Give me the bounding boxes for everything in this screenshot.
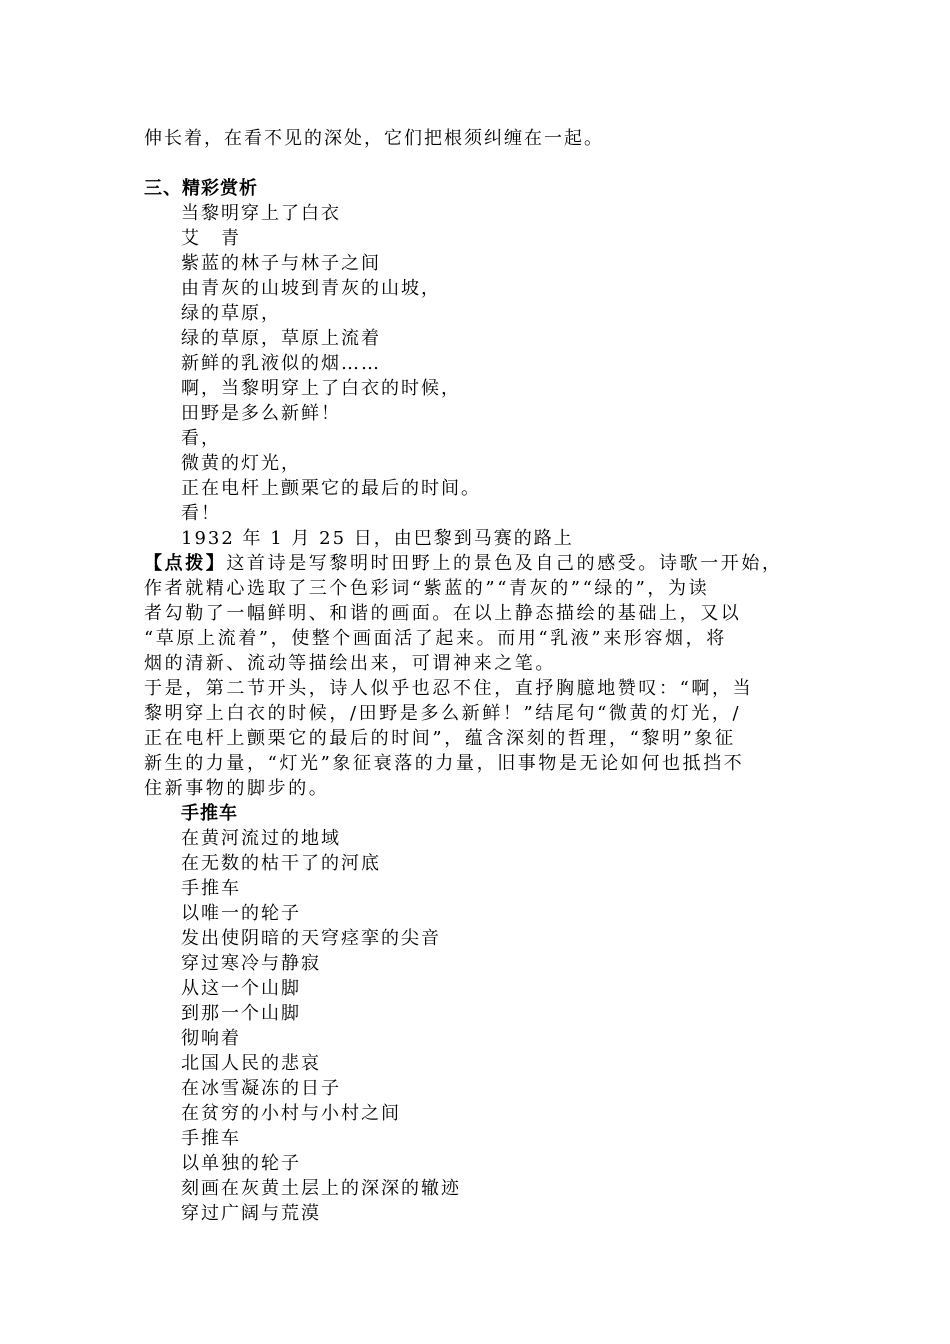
poem1-line: 由青灰的山坡到青灰的山坡， xyxy=(181,278,441,299)
poem2-line: 彻响着 xyxy=(181,1028,241,1049)
poem1-line: 看！ xyxy=(181,503,221,524)
analysis-tag: 【点拨】 xyxy=(144,553,227,574)
poem2-title: 手推车 xyxy=(181,803,238,824)
poem2-line: 穿过广阔与荒漠 xyxy=(181,1203,321,1224)
poem1-line: 田野是多么新鲜！ xyxy=(181,403,341,424)
poem2-line: 在无数的枯干了的河底 xyxy=(181,853,381,874)
analysis-line: 于是，第二节开头，诗人似乎也忍不住，直抒胸臆地赞叹：“啊，当 xyxy=(144,678,754,699)
poem1-title: 当黎明穿上了白衣 xyxy=(181,203,341,224)
analysis-line: 作者就精心选取了三个色彩词“紫蓝的”“青灰的”“绿的”，为读 xyxy=(144,578,710,599)
poem2-line: 发出使阴暗的天穹痉挛的尖音 xyxy=(181,928,441,949)
poem1-line: 新鲜的乳液似的烟…… xyxy=(181,353,381,374)
poem2-line: 从这一个山脚 xyxy=(181,978,301,999)
poem1-line: 绿的草原， xyxy=(181,303,281,324)
poem1-line: 啊，当黎明穿上了白衣的时候， xyxy=(181,378,461,399)
poem2-line: 以单独的轮子 xyxy=(181,1153,301,1174)
poem2-line: 手推车 xyxy=(181,878,241,899)
analysis-text: 这首诗是写黎明时田野上的景色及自己的感受。诗歌一开始， xyxy=(226,553,783,574)
analysis-line: 黎明穿上白衣的时候，/田野是多么新鲜！”结尾句“微黄的灯光，/ xyxy=(144,703,742,724)
poem1-line: 紫蓝的林子与林子之间 xyxy=(181,253,381,274)
analysis-line: “草原上流着”，使整个画面活了起来。而用“乳液”来形容烟，将 xyxy=(144,628,727,649)
poem2-line: 到那一个山脚 xyxy=(181,1003,301,1024)
poem2-line: 在黄河流过的地域 xyxy=(181,828,341,849)
poem2-line: 在贫穷的小村与小村之间 xyxy=(181,1103,401,1124)
analysis-line: 正在电杆上颤栗它的最后的时间”，蕴含深刻的哲理，“黎明”象征 xyxy=(144,728,736,749)
poem2-line: 以唯一的轮子 xyxy=(181,903,301,924)
poem2-line: 手推车 xyxy=(181,1128,241,1149)
analysis-line: 者勾勒了一幅鲜明、和谐的画面。在以上静态描绘的基础上，又以 xyxy=(144,603,742,624)
poem1-author: 艾 青 xyxy=(181,228,241,249)
poem2-line: 穿过寒冷与静寂 xyxy=(181,953,321,974)
poem1-line: 看， xyxy=(181,428,221,449)
analysis-paragraph-1-first-line xyxy=(144,551,783,576)
analysis-line: 住新事物的脚步的。 xyxy=(144,778,330,799)
continued-text-line: 伸长着，在看不见的深处，它们把根须纠缠在一起。 xyxy=(144,128,604,149)
poem1-line: 绿的草原，草原上流着 xyxy=(181,328,381,349)
analysis-line: 新生的力量，“灯光”象征衰落的力量，旧事物是无论如何也抵挡不 xyxy=(144,753,745,774)
poem1-line: 微黄的灯光， xyxy=(181,453,301,474)
analysis-line: 烟的清新、流动等描绘出来，可谓神来之笔。 xyxy=(144,653,556,674)
poem2-line: 刻画在灰黄土层上的深深的辙迹 xyxy=(181,1178,461,1199)
poem2-line: 北国人民的悲哀 xyxy=(181,1053,321,1074)
poem1-date-line: 1932 年 1 月 25 日，由巴黎到马赛的路上 xyxy=(181,528,574,549)
poem2-line: 在冰雪凝冻的日子 xyxy=(181,1078,341,1099)
section-heading: 三、精彩赏析 xyxy=(144,178,258,199)
poem1-line: 正在电杆上颤栗它的最后的时间。 xyxy=(181,478,481,499)
